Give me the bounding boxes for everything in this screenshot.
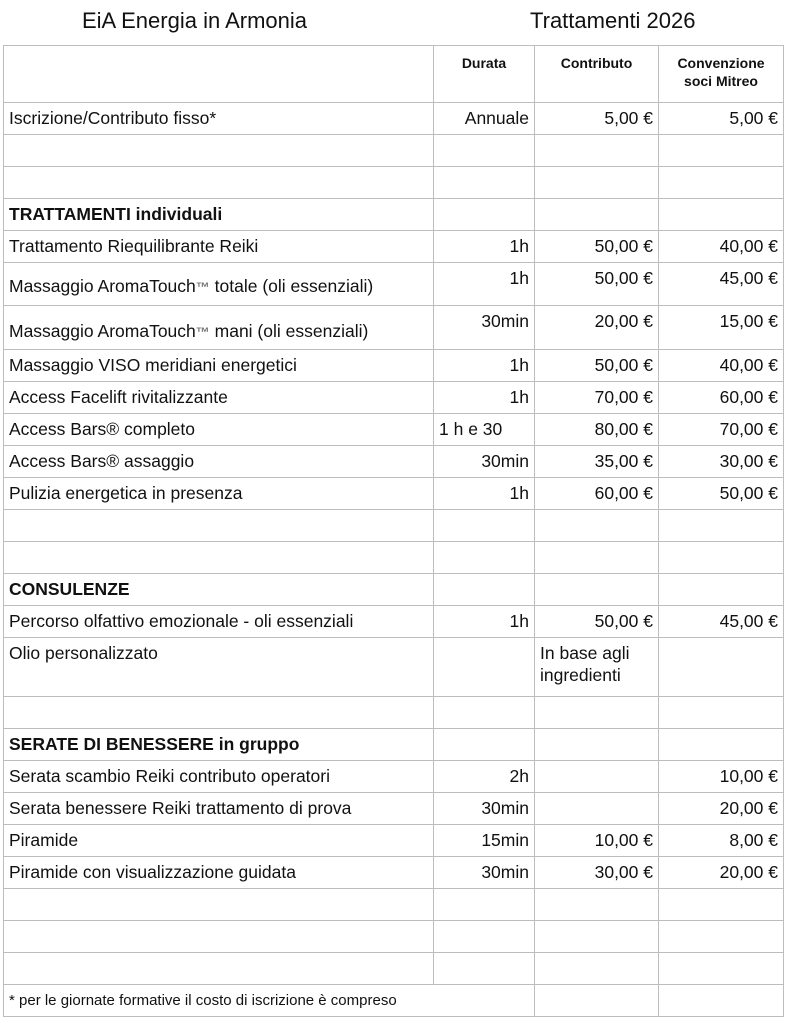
row-name: Piramide bbox=[4, 825, 434, 857]
row-durata: 1h bbox=[434, 478, 535, 510]
row-durata: 1h bbox=[434, 606, 535, 638]
section-title: CONSULENZE bbox=[4, 574, 434, 606]
empty-row bbox=[4, 167, 784, 199]
row-contributo: In base agli ingredienti bbox=[535, 638, 659, 697]
row-contributo bbox=[535, 793, 659, 825]
table-row bbox=[4, 825, 784, 857]
header-contributo: Contributo bbox=[535, 46, 659, 103]
table-row bbox=[4, 446, 784, 478]
row-durata: Annuale bbox=[434, 103, 535, 135]
row-contributo: 80,00 € bbox=[535, 414, 659, 446]
row-name: Massaggio VISO meridiani energetici bbox=[4, 350, 434, 382]
empty-row bbox=[4, 697, 784, 729]
table-row bbox=[4, 382, 784, 414]
row-contributo: 50,00 € bbox=[535, 231, 659, 263]
row-contributo: 30,00 € bbox=[535, 857, 659, 889]
row-contributo: 50,00 € bbox=[535, 263, 659, 306]
row-durata: 30min bbox=[434, 793, 535, 825]
section-header-row bbox=[4, 199, 784, 231]
table-row bbox=[4, 478, 784, 510]
row-contributo bbox=[535, 761, 659, 793]
row-name: Access Bars® assaggio bbox=[4, 446, 434, 478]
row-convenzione: 40,00 € bbox=[659, 231, 784, 263]
row-name: Massaggio AromaTouch™ mani (oli essenziali) bbox=[4, 306, 434, 350]
table-row bbox=[4, 103, 784, 135]
row-convenzione: 10,00 € bbox=[659, 761, 784, 793]
empty-row bbox=[4, 889, 784, 921]
row-contributo: 60,00 € bbox=[535, 478, 659, 510]
row-contributo: 50,00 € bbox=[535, 350, 659, 382]
footnote-row bbox=[4, 985, 784, 1017]
section-title: SERATE DI BENESSERE in gruppo bbox=[4, 729, 434, 761]
table-row bbox=[4, 793, 784, 825]
empty-row bbox=[4, 921, 784, 953]
table-row bbox=[4, 638, 784, 697]
row-name: Serata benessere Reiki trattamento di prova bbox=[4, 793, 434, 825]
row-convenzione: 20,00 € bbox=[659, 857, 784, 889]
row-durata bbox=[434, 638, 535, 697]
row-durata: 30min bbox=[434, 306, 535, 350]
table-row bbox=[4, 263, 784, 306]
table-row bbox=[4, 306, 784, 350]
section-title: TRATTAMENTI individuali bbox=[4, 199, 434, 231]
row-convenzione: 40,00 € bbox=[659, 350, 784, 382]
org-name: EiA Energia in Armonia bbox=[82, 8, 308, 33]
table-row bbox=[4, 414, 784, 446]
row-durata: 1h bbox=[434, 231, 535, 263]
header-durata: Durata bbox=[434, 46, 535, 103]
row-name: Pulizia energetica in presenza bbox=[4, 478, 434, 510]
row-durata: 2h bbox=[434, 761, 535, 793]
row-convenzione: 20,00 € bbox=[659, 793, 784, 825]
row-name: Iscrizione/Contributo fisso* bbox=[4, 103, 434, 135]
row-name: Piramide con visualizzazione guidata bbox=[4, 857, 434, 889]
row-convenzione: 45,00 € bbox=[659, 606, 784, 638]
row-durata: 1h bbox=[434, 382, 535, 414]
row-contributo: 35,00 € bbox=[535, 446, 659, 478]
row-name: Percorso olfattivo emozionale - oli essenziali bbox=[4, 606, 434, 638]
row-durata: 1 h e 30 bbox=[434, 414, 535, 446]
row-convenzione: 8,00 € bbox=[659, 825, 784, 857]
footnote: * per le giornate formative il costo di iscrizione è compreso bbox=[4, 985, 535, 1017]
header-convenzione: Convenzione soci Mitreo bbox=[659, 46, 784, 103]
row-convenzione: 15,00 € bbox=[659, 306, 784, 350]
section-header-row bbox=[4, 574, 784, 606]
row-convenzione bbox=[659, 638, 784, 697]
empty-row bbox=[4, 953, 784, 985]
row-durata: 15min bbox=[434, 825, 535, 857]
row-convenzione: 50,00 € bbox=[659, 478, 784, 510]
row-contributo: 20,00 € bbox=[535, 306, 659, 350]
section-header-row bbox=[4, 729, 784, 761]
row-convenzione: 70,00 € bbox=[659, 414, 784, 446]
row-convenzione: 60,00 € bbox=[659, 382, 784, 414]
document-title: Trattamenti 2026 bbox=[530, 8, 696, 33]
row-convenzione: 30,00 € bbox=[659, 446, 784, 478]
row-durata: 1h bbox=[434, 263, 535, 306]
trademark-symbol: ™ bbox=[195, 324, 210, 340]
row-name: Trattamento Riequilibrante Reiki bbox=[4, 231, 434, 263]
table-header-row bbox=[4, 46, 784, 103]
table-row bbox=[4, 231, 784, 263]
empty-row bbox=[4, 510, 784, 542]
empty-row bbox=[4, 135, 784, 167]
row-contributo: 70,00 € bbox=[535, 382, 659, 414]
row-durata: 30min bbox=[434, 857, 535, 889]
table-row bbox=[4, 857, 784, 889]
row-contributo: 10,00 € bbox=[535, 825, 659, 857]
row-name: Access Bars® completo bbox=[4, 414, 434, 446]
table-row bbox=[4, 761, 784, 793]
row-name: Access Facelift rivitalizzante bbox=[4, 382, 434, 414]
row-durata: 1h bbox=[434, 350, 535, 382]
table-row bbox=[4, 350, 784, 382]
row-name: Massaggio AromaTouch™ totale (oli essenziali) bbox=[4, 263, 434, 306]
row-durata: 30min bbox=[434, 446, 535, 478]
empty-row bbox=[4, 542, 784, 574]
row-contributo: 50,00 € bbox=[535, 606, 659, 638]
row-convenzione: 45,00 € bbox=[659, 263, 784, 306]
trademark-symbol: ™ bbox=[195, 279, 210, 295]
row-contributo: 5,00 € bbox=[535, 103, 659, 135]
row-name: Serata scambio Reiki contributo operatori bbox=[4, 761, 434, 793]
table-row bbox=[4, 606, 784, 638]
row-convenzione: 5,00 € bbox=[659, 103, 784, 135]
row-name: Olio personalizzato bbox=[4, 638, 434, 697]
header-cell-empty bbox=[4, 46, 434, 103]
price-table bbox=[3, 45, 784, 1017]
